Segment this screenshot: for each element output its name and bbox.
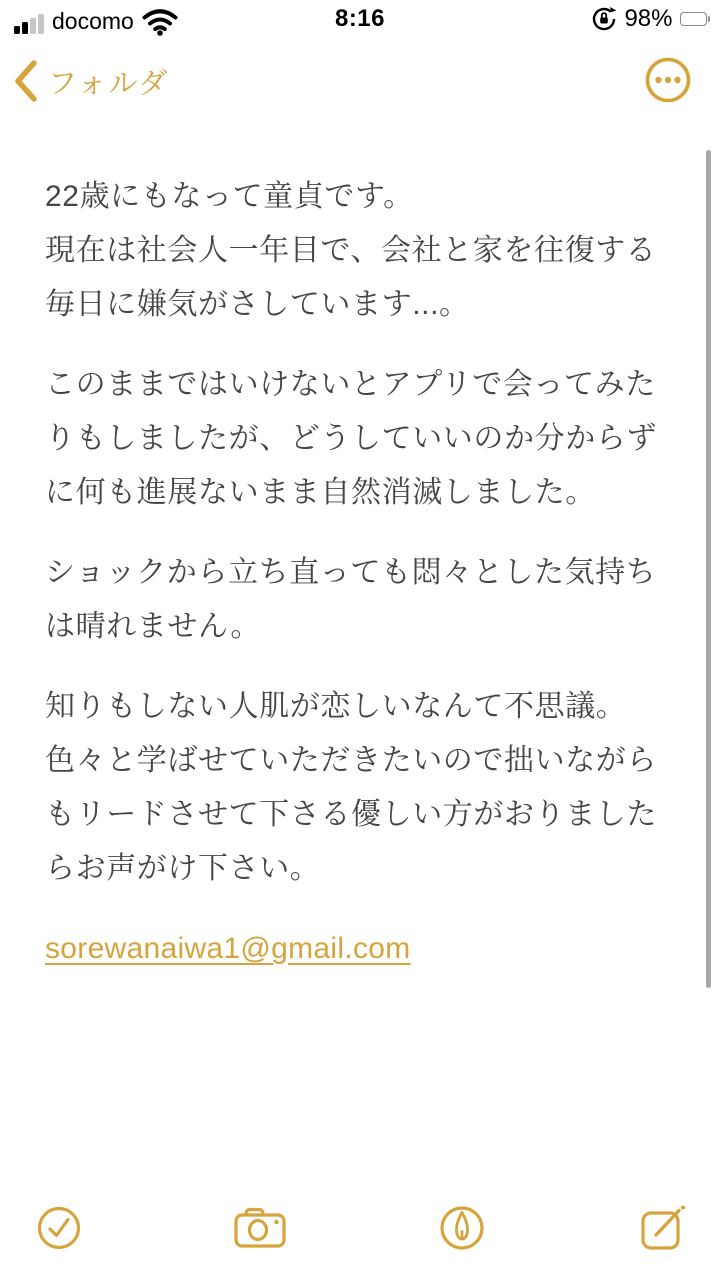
scrollbar[interactable] [706, 150, 711, 988]
compose-button[interactable] [636, 1201, 690, 1255]
note-paragraph [45, 922, 677, 976]
note-line: 毎日に嫌気がさしています...。 [45, 288, 470, 321]
camera-button[interactable] [233, 1201, 287, 1255]
note-paragraph [45, 680, 677, 896]
note-paragraph [45, 358, 677, 520]
markup-button[interactable] [435, 1201, 489, 1255]
battery-percent-label: 98% [624, 5, 673, 32]
note-line: らお声がけ下さい。 [45, 852, 321, 885]
chevron-left-icon [12, 58, 38, 104]
note-line: このままではいけないとアプリで会ってみた [45, 368, 656, 401]
note-body[interactable] [45, 170, 677, 1002]
nav-bar [0, 48, 720, 118]
more-options-button[interactable] [644, 56, 692, 104]
back-to-folders-button[interactable] [12, 58, 169, 104]
clock: 8:16 [334, 5, 386, 32]
back-button-label: フォルダ [48, 67, 170, 100]
carrier-label: docomo [52, 8, 134, 34]
note-line: は晴れません。 [45, 610, 261, 643]
status-right [591, 5, 710, 33]
compose-icon [639, 1204, 687, 1252]
note-line: りもしましたが、どうしていいのか分からず [45, 422, 657, 455]
note-line: 22歳にもなって童貞です。 [45, 180, 414, 213]
note-line: 色々と学ばせていただきたいので拙いながら [45, 744, 657, 777]
checklist-icon [36, 1205, 82, 1251]
email-link[interactable]: sorewanaiwa1@gmail.com [45, 932, 411, 965]
note-line: に何も進展ないまま自然消滅しました。 [45, 476, 596, 509]
markup-pen-icon [438, 1204, 486, 1252]
note-line: ショックから立ち直っても悶々とした気持ち [45, 556, 657, 589]
note-line: もリードさせて下さる優しい方がおりました [45, 798, 657, 831]
bottom-toolbar [0, 1189, 720, 1281]
camera-icon [234, 1206, 286, 1250]
note-paragraph [45, 546, 677, 654]
ellipsis-circle-icon [644, 56, 692, 104]
note-line: 知りもしない人肌が恋しいなんて不思議。 [45, 690, 627, 723]
status-bar [0, 0, 720, 44]
checklist-button[interactable] [32, 1201, 86, 1255]
battery-icon [680, 12, 711, 26]
note-paragraph [45, 170, 677, 332]
orientation-lock-icon [591, 6, 617, 32]
note-line: 現在は社会人一年目で、会社と家を往復する [45, 234, 657, 267]
